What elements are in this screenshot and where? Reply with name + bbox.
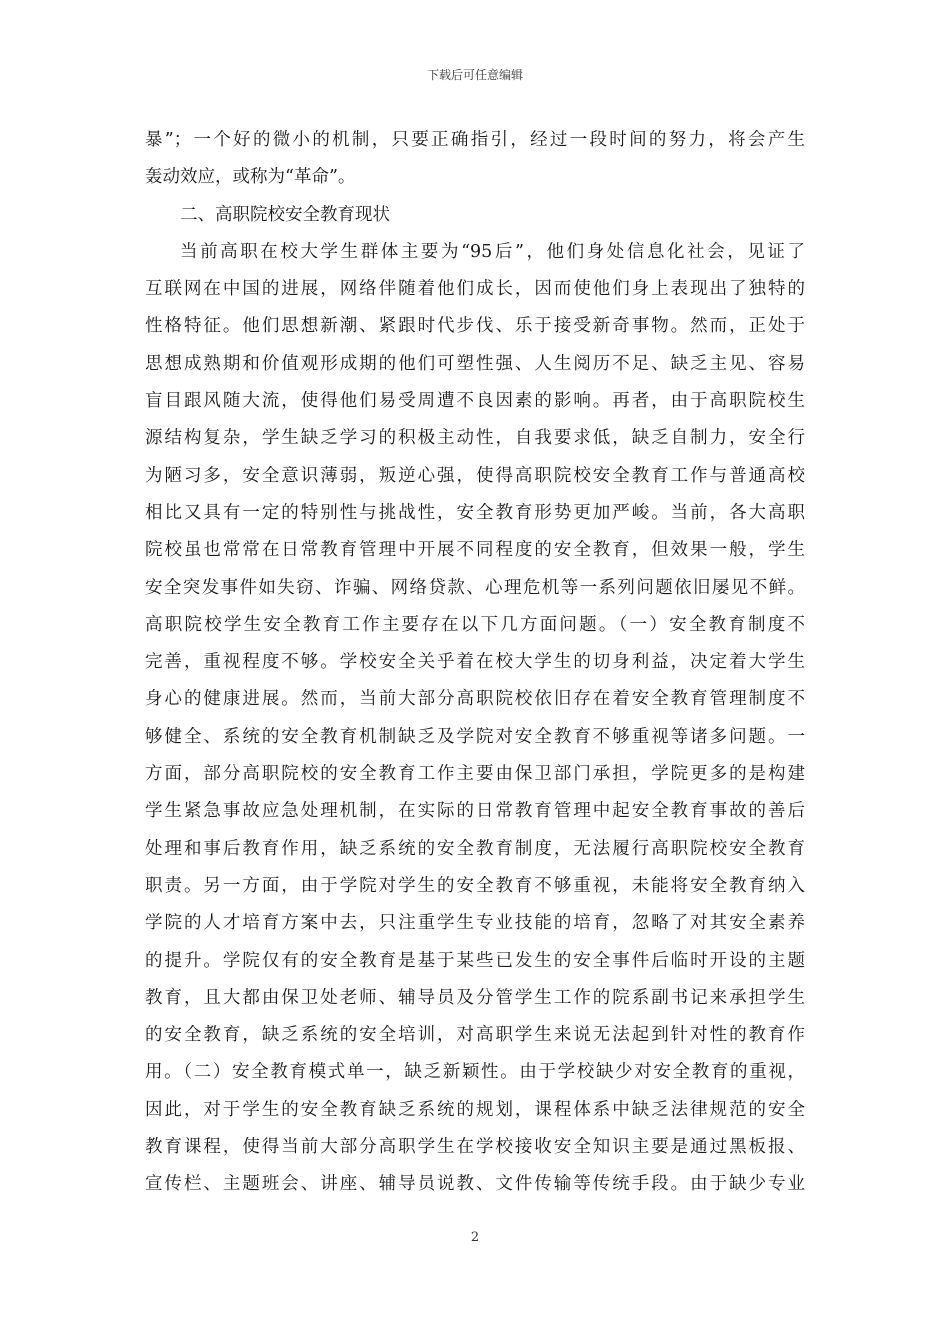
- text-line-5: 互联网在中国的进展，网络伴随着他们成长，因而使他们身上表现出了独特的: [145, 279, 805, 300]
- text-line-6: 性格特征。他们思想新潮、紧跟时代步伐、乐于接受新奇事物。然而，正处于: [145, 316, 805, 337]
- page-number: 2: [470, 1230, 480, 1245]
- text-line-23: 的提升。学院仅有的安全教育是基于某些已发生的安全事件后临时开设的主题: [145, 950, 805, 971]
- text-line-8: 盲目跟风随大流，使得他们易受周遭不良因素的影响。再者，由于高职院校生: [145, 391, 805, 412]
- text-line-19: 学生紧急事故应急处理机制，在实际的日常教育管理中起安全教育事故的善后: [145, 801, 805, 822]
- text-line-4: 当前高职在校大学生群体主要为“95后”，他们身处信息化社会，见证了: [180, 241, 805, 262]
- text-line-18: 方面，部分高职院校的安全教育工作主要由保卫部门承担，学院更多的是构建: [145, 764, 805, 785]
- text-line-9: 源结构复杂，学生缺乏学习的积极主动性，自我要求低，缺乏自制力，安全行: [145, 428, 805, 449]
- text-line-11: 相比又具有一定的特别性与挑战性，安全教育形势更加严峻。当前，各大高职: [145, 502, 805, 523]
- text-line-10: 为陋习多，安全意识薄弱，叛逆心强，使得高职院校安全教育工作与普通高校: [145, 465, 805, 486]
- text-line-16: 身心的健康进展。然而，当前大部分高职院校依旧存在着安全教育管理制度不: [145, 689, 805, 710]
- text-line-1: 暴”；一个好的微小的机制，只要正确指引，经过一段时间的努力，将会产生: [145, 130, 805, 150]
- text-line-24: 教育，且大都由保卫处老师、辅导员及分管学生工作的院系副书记来承担学生: [145, 987, 805, 1008]
- text-line-26: 用。（二）安全教育模式单一，缺乏新颖性。由于学校缺少对安全教育的重视，: [145, 1062, 805, 1083]
- text-line-15: 完善，重视程度不够。学校安全关乎着在校大学生的切身利益，决定着大学生: [145, 652, 805, 673]
- text-line-17: 够健全、系统的安全教育机制缺乏及学院对安全教育不够重视等诸多问题。一: [145, 726, 805, 747]
- text-line-7: 思想成熟期和价值观形成期的他们可塑性强、人生阅历不足、缺乏主见、容易: [145, 353, 805, 374]
- text-line-25: 的安全教育，缺乏系统的安全培训，对高职学生来说无法起到针对性的教育作: [145, 1025, 805, 1046]
- body-text: [145, 122, 805, 1204]
- text-line-20: 处理和事后教育作用，缺乏系统的安全教育制度，无法履行高职院校安全教育: [145, 838, 805, 859]
- section-heading: 二、高职院校安全教育现状: [180, 204, 390, 225]
- text-line-22: 学院的人才培育方案中去，只注重学生专业技能的培育，忽略了对其安全素养: [145, 913, 805, 934]
- page-header: 下载后可任意编辑: [426, 68, 523, 82]
- text-line-29: 宣传栏、主题班会、讲座、辅导员说教、文件传输等传统手段。由于缺少专业: [145, 1174, 805, 1195]
- text-line-21: 职责。另一方面，由于学院对学生的安全教育不够重视，未能将安全教育纳入: [145, 875, 805, 896]
- text-line-14: 高职院校学生安全教育工作主要存在以下几方面问题。（一）安全教育制度不: [145, 614, 805, 635]
- text-line-2: 轰动效应，或称为“革命”。: [145, 167, 356, 188]
- text-line-27: 因此，对于学生的安全教育缺乏系统的规划，课程体系中缺乏法律规范的安全: [145, 1099, 805, 1120]
- text-line-13: 安全突发事件如失窃、诈骗、网络贷款、心理危机等一系列问题依旧屡见不鲜。: [145, 577, 805, 598]
- text-line-28: 教育课程，使得当前大部分高职学生在学校接收安全知识主要是通过黑板报、: [145, 1137, 805, 1158]
- text-line-12: 院校虽也常常在日常教育管理中开展不同程度的安全教育，但效果一般，学生: [145, 540, 805, 561]
